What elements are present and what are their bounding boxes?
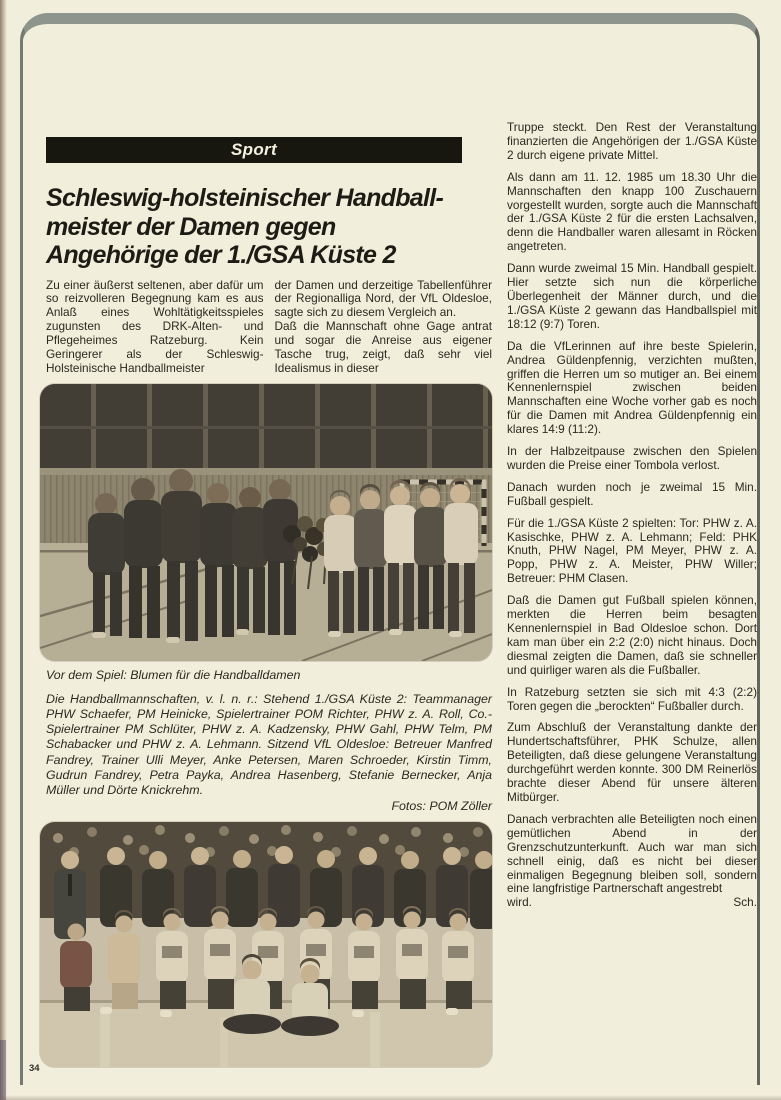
intro-column-2	[275, 279, 493, 376]
page-number: 34	[29, 1063, 40, 1074]
photo-team-group-image	[40, 822, 492, 1067]
intro-paragraph: Zu einer äußerst seltenen, aber dafür um so reizvolleren Begegnung kam es aus Anlaß eines Wohltätigkeitsspieles zugunsten des DRK-Alten- und Pflegeheimes Ratzeburg. Kein Geringerer als der Schleswig-Holsteinische Handballmeister	[46, 277, 264, 375]
article-last-word: wird.	[507, 895, 532, 910]
photo-flower-ceremony-image	[40, 384, 492, 661]
photo-credit: Fotos: POM Zöller	[391, 799, 492, 814]
intro-paragraph: der Damen und derzeitige Tabellenführer der Regionalliga Nord, der VfL Oldesloe, sagte sich zu diesem Vergleich an.	[274, 277, 492, 320]
article-paragraph: Danach wurden noch je zweimal 15 Min. Fußball gespielt.	[507, 479, 757, 508]
article-paragraph: Da die VfLerinnen auf ihre beste Spielerin, Andrea Güldenpfennig, verzichten mußten, griffen die Herren um so mutiger an. Bei einem Kennenlernspiel zwischen beiden Mannschaften eine Woche vorher gab es noch für die Damen mit Andrea Güldenpfennig ein klares 14:9 (11:2).	[507, 338, 757, 437]
photo1-caption: Vor dem Spiel: Blumen für die Handballdamen	[46, 667, 301, 682]
photo-team-group	[40, 822, 492, 1067]
article-paragraph: Als dann am 11. 12. 1985 um 18.30 Uhr die Mannschaften den knapp 100 Zuschauern vorgestellt wurden, sorgte auch die Mannschaft der 1./GSA Küste 2 für die ersten Lachsalven, denn die Handballer waren allesamt in Röcken angetreten.	[507, 169, 757, 254]
intro-column-1	[46, 279, 264, 376]
article-headline	[46, 184, 492, 270]
headline-line-2: meister der Damen gegen	[46, 212, 336, 241]
intro-paragraph: Daß die Mannschaft ohne Gage antrat und sogar die Anreise aus eigener Tasche trug, zeigt, daß sehr viel Idealismus in dieser	[274, 319, 492, 375]
headline-line-3: Angehörige der 1./GSA Küste 2	[46, 241, 396, 269]
team-lineup-caption: Die Handballmannschaften, v. l. n. r.: Stehend 1./GSA Küste 2: Teammanager PHW Schaefer, PM Heinicke, Spielertrainer POM Richter, PHW z. A. Roll, Co.-Spielertrainer PM Schlüter, PHW z. A. Kadzensky, PHW Gahl, PHW Telm, PM Schabacker und PHW z. A. Lehmann. Sitzend VfL Oldesloe: Betreuer Manfred Fandrey, Trainer Ulli Meyer, Anke Petersen, Maren Schroeder, Kirstin Timm, Gudrun Fandrey, Petra Payka, Andrea Hasenberg, Stefanie Bernecker, Anja Müller und Dörte Knickrehm.	[46, 691, 492, 798]
article-last-line	[507, 896, 757, 910]
scan-mark-bottom-left	[0, 1040, 6, 1100]
article-paragraph: In Ratzeburg setzten sie sich mit 4:3 (2:2) Toren gegen die „berockten“ Fußballer durch.	[507, 684, 757, 713]
article-paragraph: Zum Abschluß der Veranstaltung dankte der Hundertschaftsführer, PHK Schulze, allen Beteiligten, daß diese gelungene Veranstaltung durchgeführt werden konnte. 300 DM Reinerlös brachte dieser Abend für unsere älteren Mitbürger.	[507, 720, 757, 804]
section-label: Sport	[231, 140, 277, 159]
photo-flower-ceremony	[40, 384, 492, 661]
scan-edge-left	[0, 0, 7, 1100]
section-header-sport	[46, 137, 462, 163]
article-main-column	[46, 137, 492, 1067]
intro-two-columns	[46, 279, 492, 376]
article-paragraph: Dann wurde zweimal 15 Min. Handball gespielt. Hier setzte sich nun die körperliche Überlegenheit der Männer durch, und die 1./GSA Küste 2 gewann das Handballspiel mit 18:12 (9:7) Toren.	[507, 261, 757, 331]
headline-line-1: Schleswig-holsteinischer Handball-	[46, 184, 444, 212]
author-signoff: Sch.	[733, 895, 757, 910]
article-paragraph: In der Halbzeitpause zwischen den Spielen wurden die Preise einer Tombola verlost.	[507, 444, 757, 472]
article-paragraph: Truppe steckt. Den Rest der Veranstaltung finanzierten die Angehörigen der 1./GSA Küste 2 durch eigene private Mittel.	[507, 120, 757, 162]
article-paragraph: Für die 1./GSA Küste 2 spielten: Tor: PHW z. A. Kasischke, PHW z. A. Lehmann; Feld: PHK Knuth, PHW Nagel, PM Meyer, PHW z. A. Popp, PHW z. A. Meister, PHW Willer; Betreuer: PHM Clasen.	[507, 515, 757, 586]
article-paragraph: Daß die Damen gut Fußball spielen können, merkten die Herren beim besagten Kennenlernspiel in Bad Oldesloe schon. Dort kam man über ein 2:2 (2:0) nicht hinaus. Doch diesmal zeigten die Damen, daß sie schneller und quirliger waren als die Fußballer.	[507, 593, 757, 677]
article-continuation-column	[507, 121, 757, 910]
article-paragraph: Danach verbrachten alle Beteiligten noch einen gemütlichen Abend in der Grenzschutzunterkunft. Auch war man sich schnell einig, daß es nicht bei dieser einmaligen Begegnung bleiben soll, sondern eine langfristige Partnerschaft angestrebt	[507, 811, 757, 896]
scan-edge-bottom	[0, 1095, 781, 1100]
